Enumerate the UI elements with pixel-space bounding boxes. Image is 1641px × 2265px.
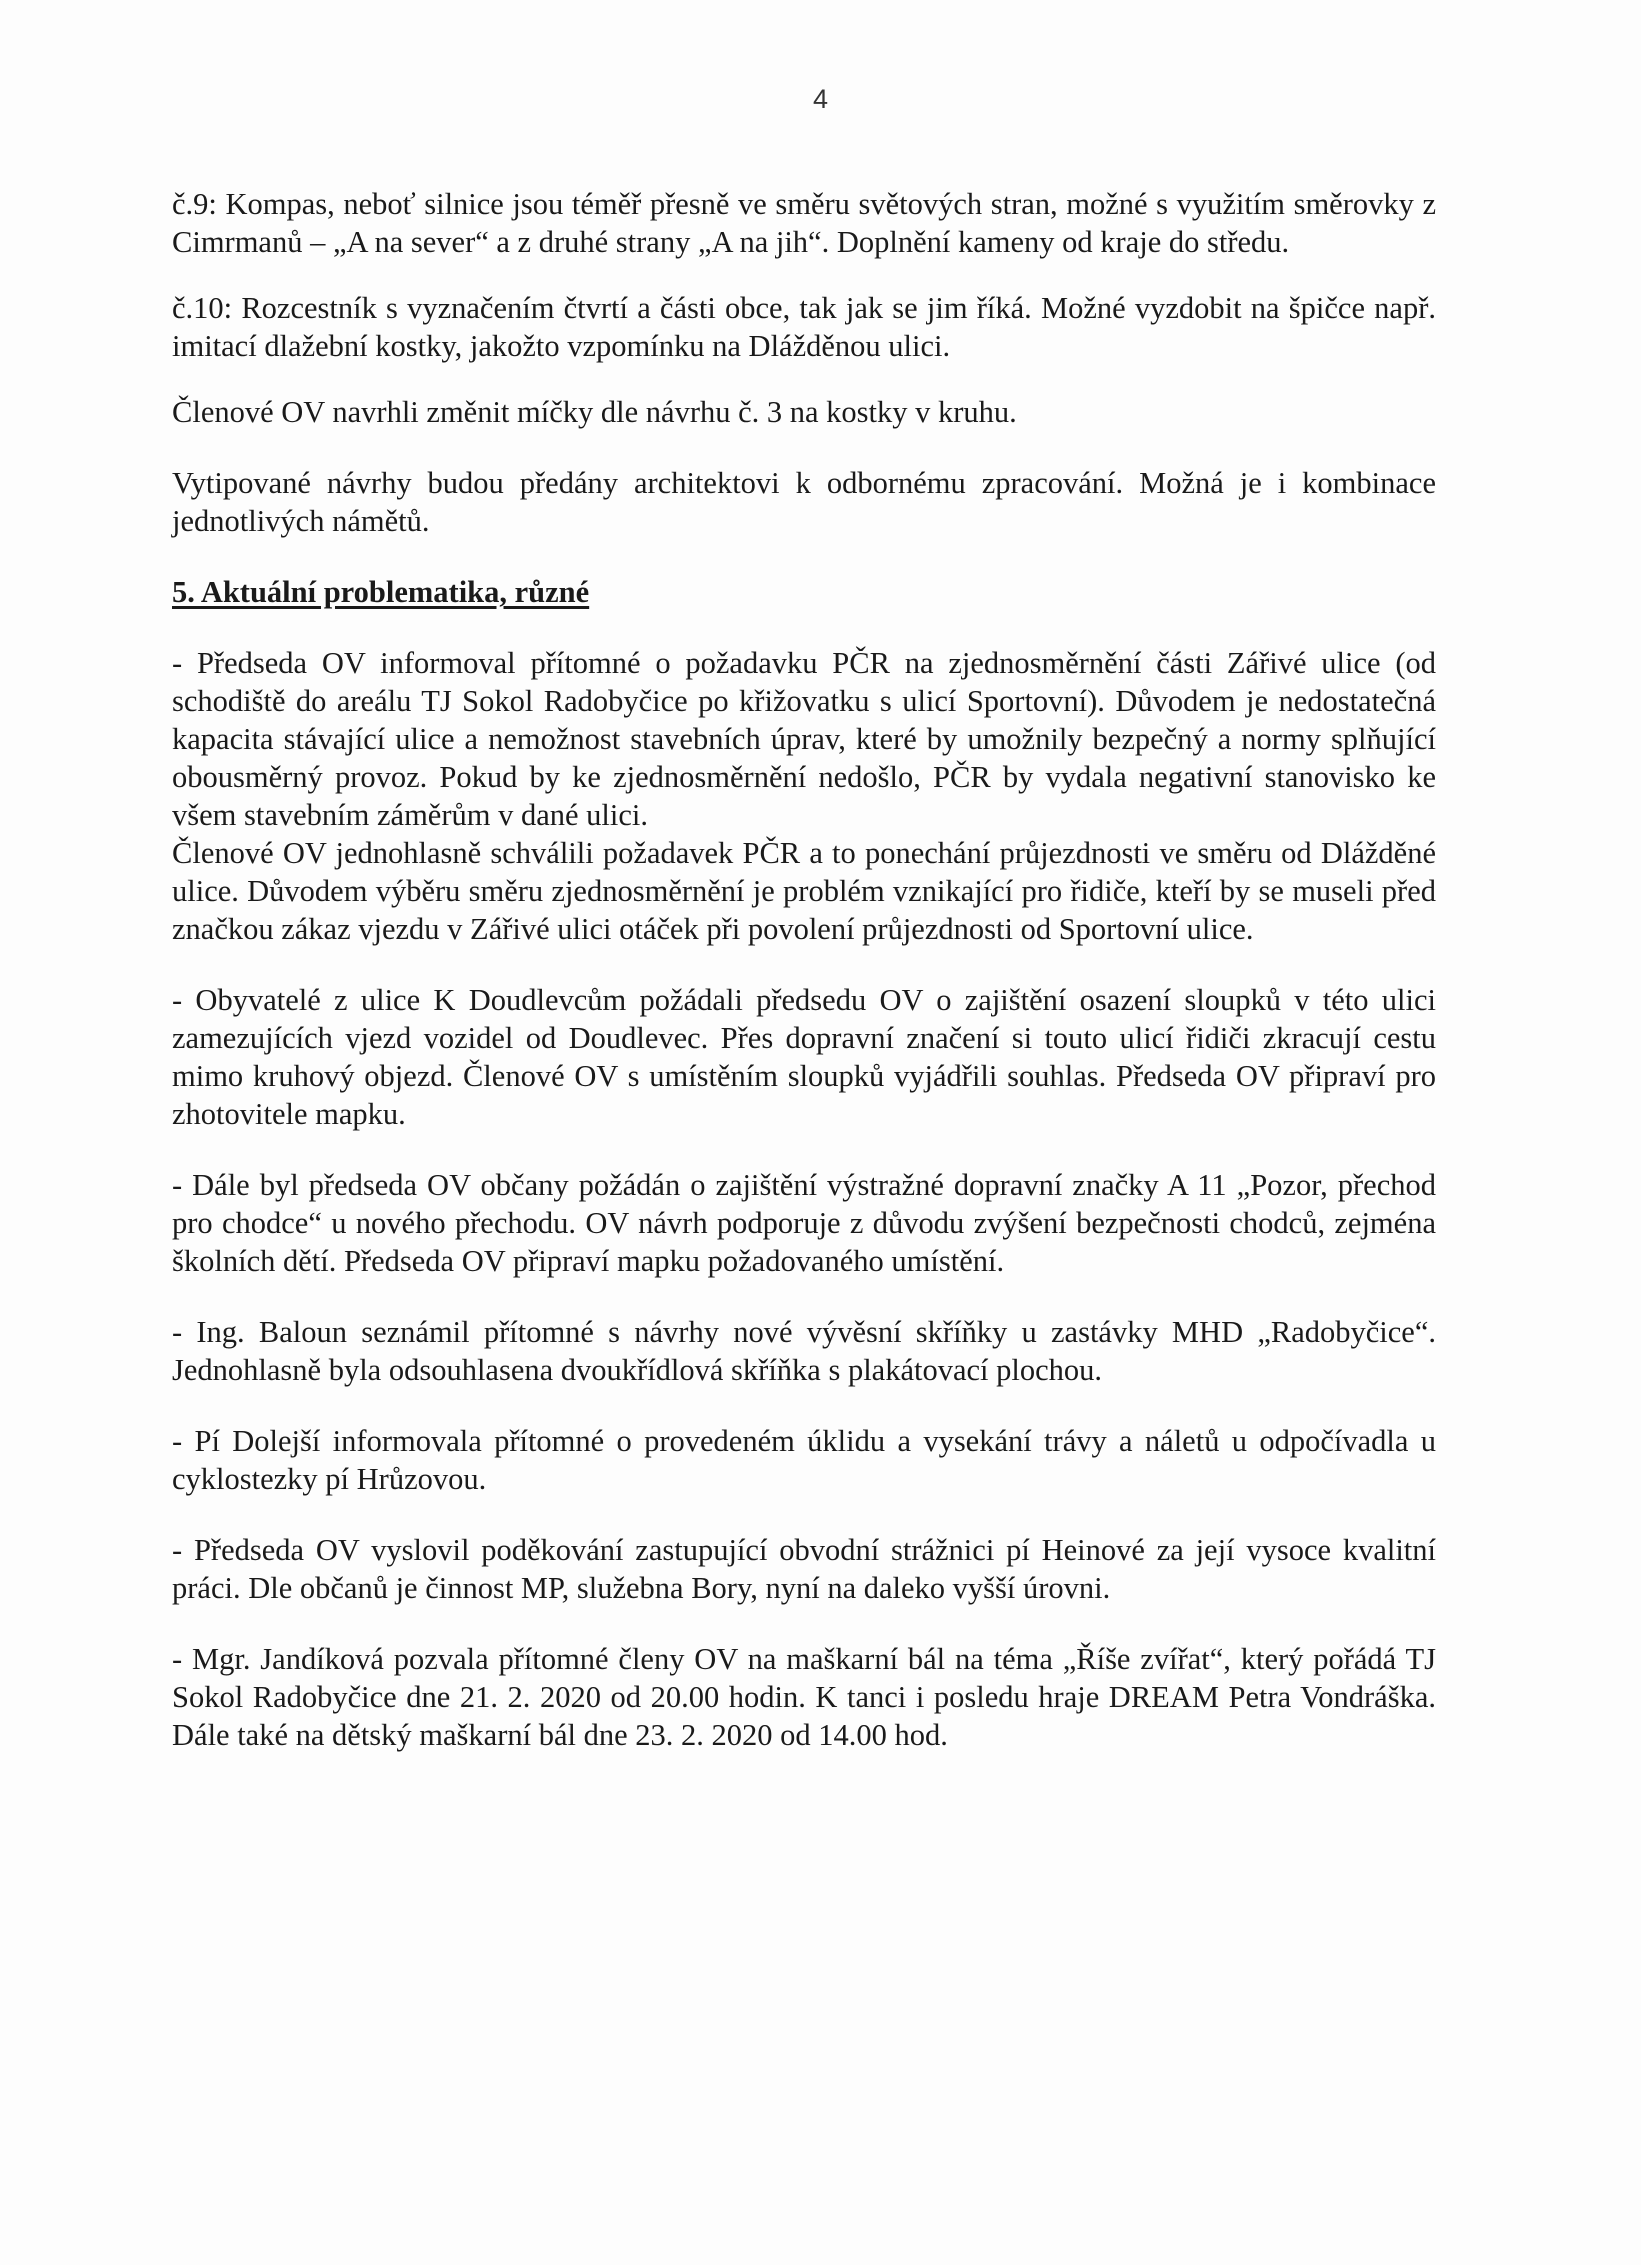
paragraph-item-10: č.10: Rozcestník s vyznačením čtvrtí a části obce, tak jak se jim říká. Možné vyzdobit na špičce např. imitací dlažební kostky, jakožto vzpomínku na Dlážděnou ulici. bbox=[172, 291, 1436, 363]
paragraph-members-proposal: Členové OV navrhli změnit míčky dle návrhu č. 3 na kostky v kruhu. bbox=[172, 395, 1017, 429]
paragraph-masquerade-ball: - Mgr. Jandíková pozvala přítomné členy OV na maškarní bál na téma „Říše zvířat“, který pořádá TJ Sokol Radobyčice dne 21. 2. 2020 od 20.00 hodin. K tanci i posledu hraje DREAM Petra Vondráška. Dále také na dětský maškarní bál dne 23. 2. 2020 od 14.00 hod. bbox=[172, 1642, 1436, 1752]
paragraph-members-approval: Členové OV jednohlasně schválili požadavek PČR a to ponechání průjezdnosti ve směru od Dlážděné ulice. Důvodem výběru směru zjednosměrnění je problém vznikající pro řidiče, kteří by se museli před značkou zákaz vjezdu v Zářivé ulici otáček při povolení průjezdnosti od Sportovní ulice. bbox=[172, 836, 1436, 946]
section-heading: 5. Aktuální problematika, různé bbox=[172, 575, 590, 609]
document-body bbox=[172, 185, 1436, 1754]
paragraph-item-9: č.9: Kompas, neboť silnice jsou téměř přesně ve směru světových stran, možné s využitím směrovky z Cimrmanů – „A na sever“ a z druhé strany „A na jih“. Doplnění kameny od kraje do středu. bbox=[172, 187, 1436, 259]
paragraph-one-way-street: - Předseda OV informoval přítomné o požadavku PČR na zjednosměrnění části Zářivé ulice (od schodiště do areálu TJ Sokol Radobyčice po křižovatku s ulicí Sportovní). Důvodem je nedostatečná kapacita stávající ulice a nemožnost stavebních úprav, které by umožnily bezpečný a normy splňující obousměrný provoz. Pokud by ke zjednosměrnění nedošlo, PČR by vydala negativní stanovisko ke všem stavebním záměrům v dané ulici. bbox=[172, 646, 1436, 832]
paragraph-selected-designs: Vytipované návrhy budou předány architektovi k odbornému zpracování. Možná je i kombinace jednotlivých námětů. bbox=[172, 466, 1436, 538]
paragraph-bollards: - Obyvatelé z ulice K Doudlevcům požádali předsedu OV o zajištění osazení sloupků v této ulici zamezujících vjezd vozidel od Doudlevec. Přes dopravní značení si touto ulicí řidiči zkracují cestu mimo kruhový objezd. Členové OV s umístěním sloupků vyjádřili souhlas. Předseda OV připraví pro zhotovitele mapku. bbox=[172, 983, 1436, 1131]
paragraph-cleanup: - Pí Dolejší informovala přítomné o provedeném úklidu a vysekání trávy a náletů u odpočívadla u cyklostezky pí Hrůzovou. bbox=[172, 1424, 1436, 1496]
paragraph-warning-sign: - Dále byl předseda OV občany požádán o zajištění výstražné dopravní značky A 11 „Pozor, přechod pro chodce“ u nového přechodu. OV návrh podporuje z důvodu zvýšení bezpečnosti chodců, zejména školních dětí. Předseda OV připraví mapku požadovaného umístění. bbox=[172, 1168, 1436, 1278]
paragraph-thanks: - Předseda OV vyslovil poděkování zastupující obvodní strážnici pí Heinové za její vysoce kvalitní práci. Dle občanů je činnost MP, služebna Bory, nyní na daleko vyšší úrovni. bbox=[172, 1533, 1436, 1605]
page-number: 4 bbox=[812, 84, 829, 114]
paragraph-notice-board: - Ing. Baloun seznámil přítomné s návrhy nové vývěsní skříňky u zastávky MHD „Radobyčice“. Jednohlasně byla odsouhlasena dvoukřídlová skříňka s plakátovací plochou. bbox=[172, 1315, 1436, 1387]
